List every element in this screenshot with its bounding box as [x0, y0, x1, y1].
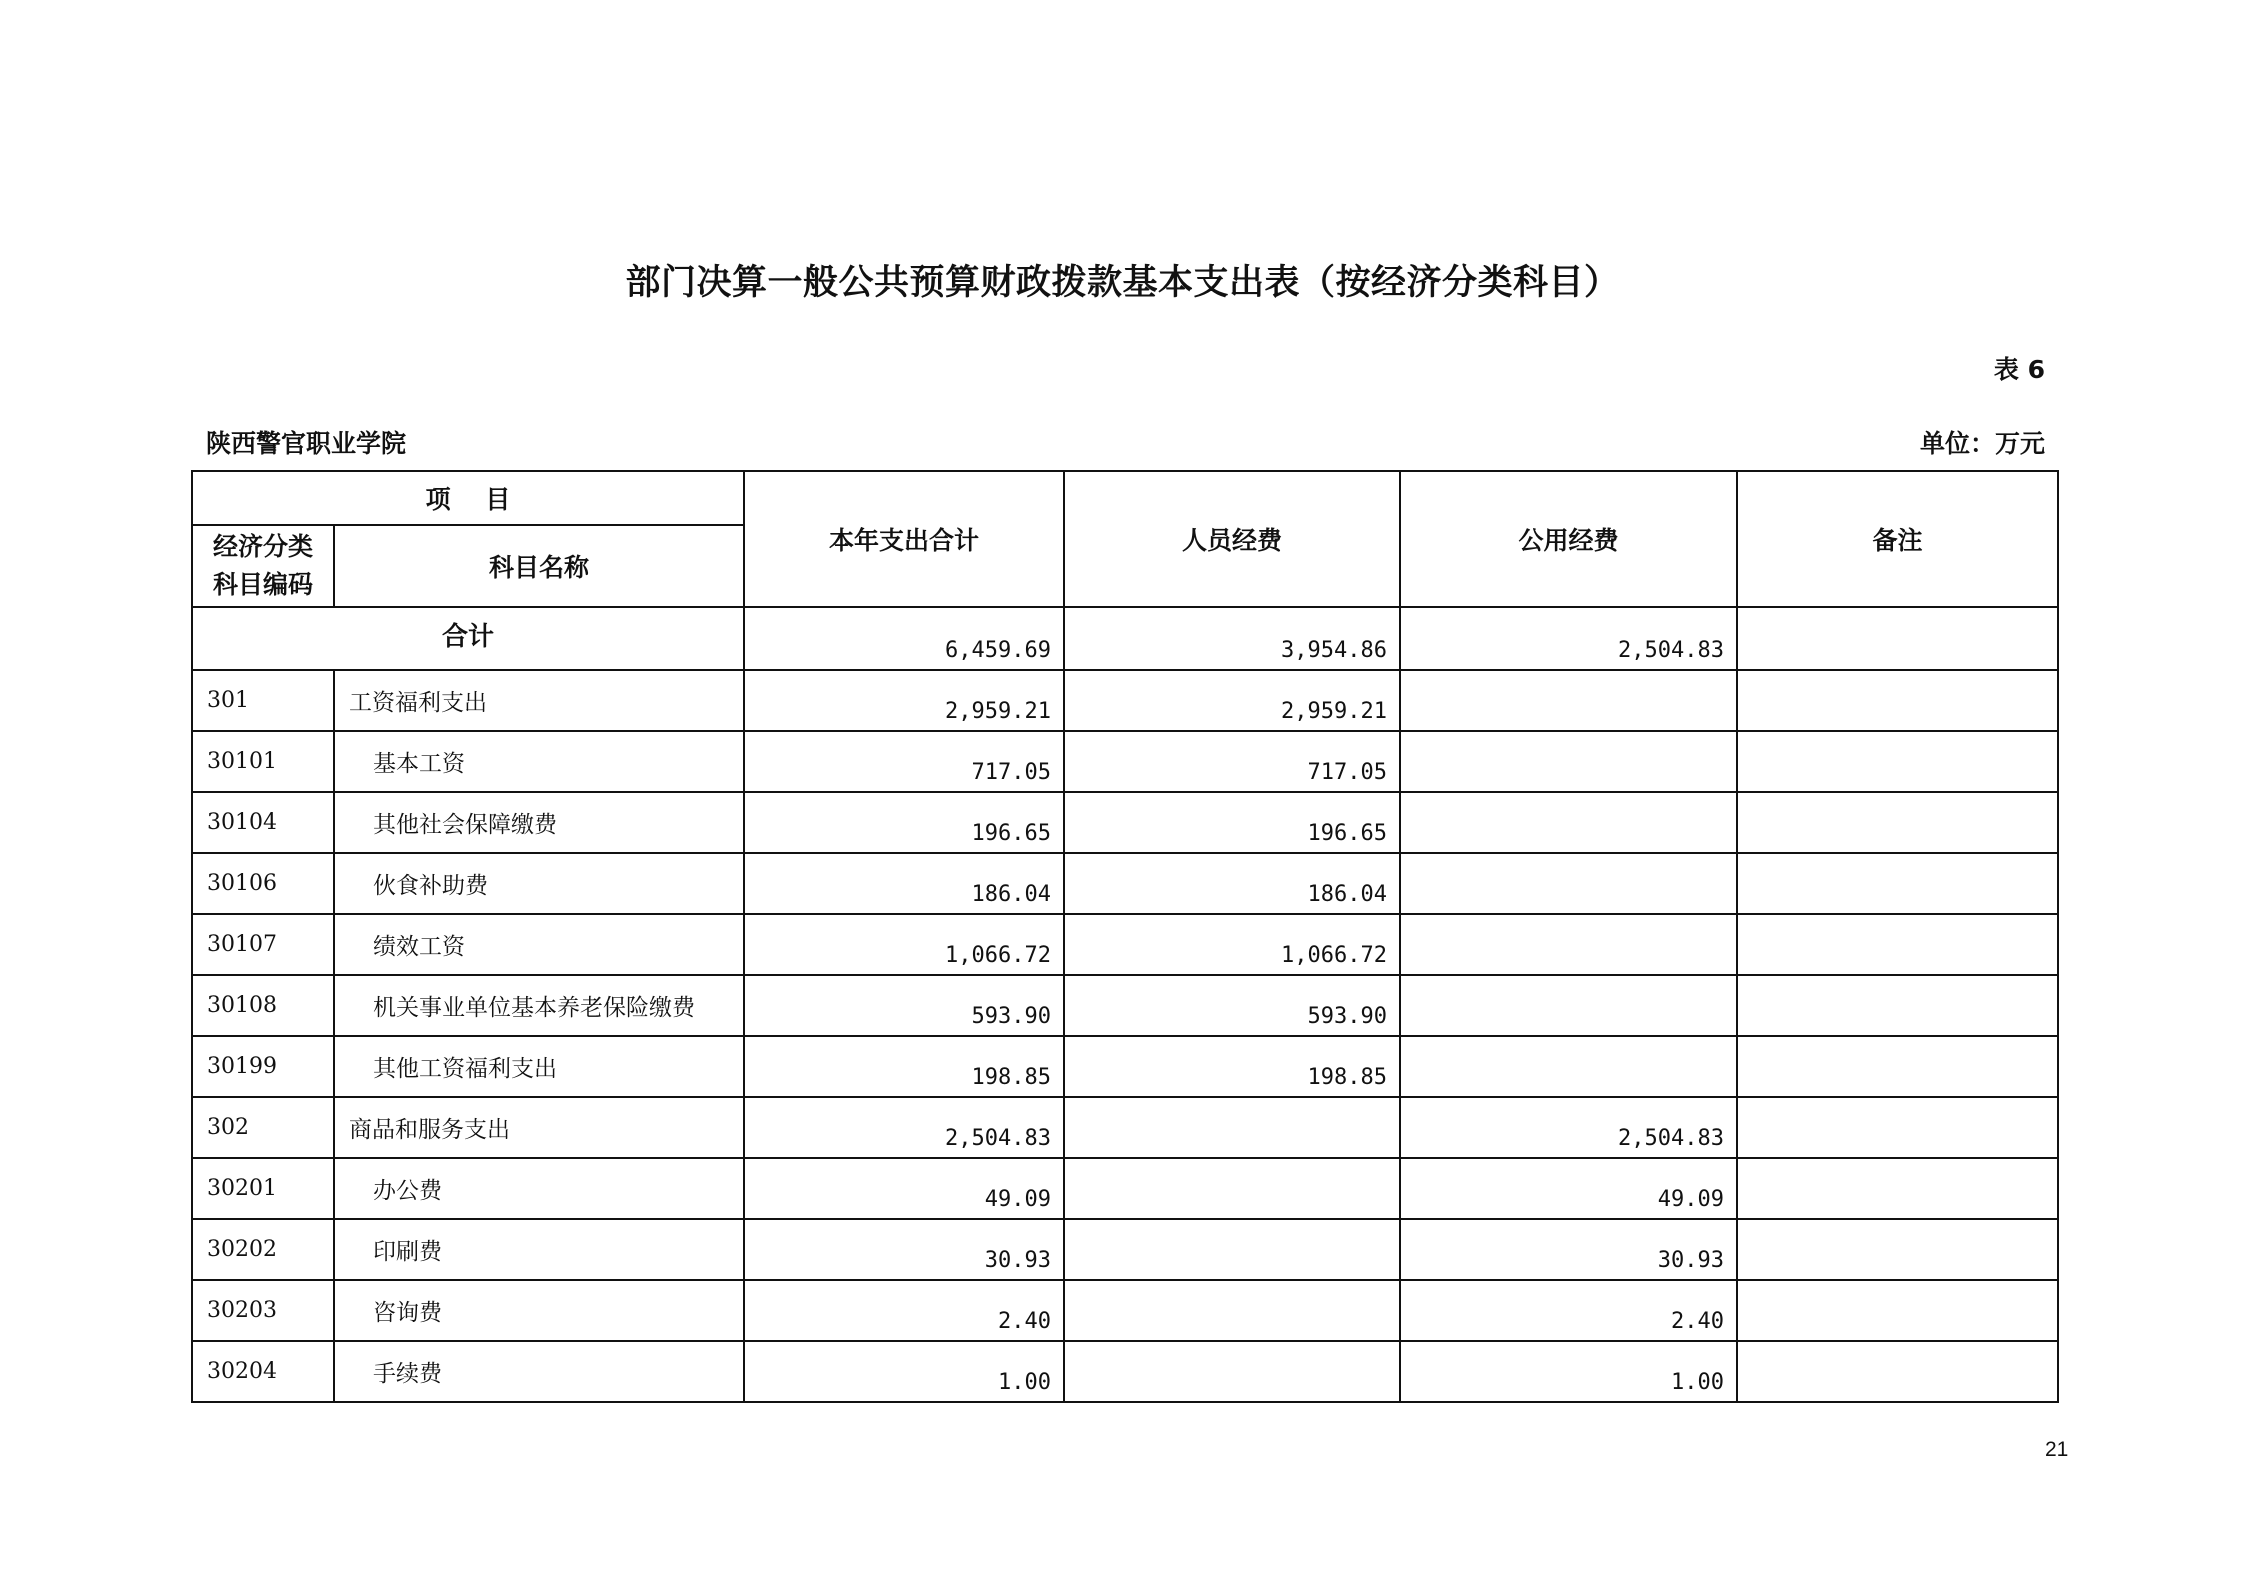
table-body	[192, 607, 2058, 1402]
row-personnel: 593.90	[1064, 975, 1400, 1036]
table-row	[192, 731, 2058, 792]
row-public	[1400, 1036, 1737, 1097]
total-remark	[1737, 607, 2058, 670]
row-personnel	[1064, 1097, 1400, 1158]
row-total: 30.93	[744, 1219, 1064, 1280]
header-name: 科目名称	[334, 525, 744, 607]
row-code: 301	[192, 670, 334, 731]
row-total: 2,959.21	[744, 670, 1064, 731]
row-remark	[1737, 792, 2058, 853]
row-personnel: 1,066.72	[1064, 914, 1400, 975]
row-personnel: 717.05	[1064, 731, 1400, 792]
header-personnel: 人员经费	[1064, 471, 1400, 607]
row-personnel: 2,959.21	[1064, 670, 1400, 731]
row-public: 30.93	[1400, 1219, 1737, 1280]
row-total: 1,066.72	[744, 914, 1064, 975]
organization-name: 陕西警官职业学院	[206, 429, 407, 458]
row-name: 伙食补助费	[334, 853, 744, 914]
row-personnel	[1064, 1219, 1400, 1280]
row-name: 基本工资	[334, 731, 744, 792]
row-remark	[1737, 1097, 2058, 1158]
row-personnel: 196.65	[1064, 792, 1400, 853]
row-code: 30204	[192, 1341, 334, 1402]
table-row	[192, 1097, 2058, 1158]
table-row	[192, 1341, 2058, 1402]
row-remark	[1737, 1036, 2058, 1097]
row-code: 30203	[192, 1280, 334, 1341]
row-personnel	[1064, 1280, 1400, 1341]
total-row	[192, 607, 2058, 670]
row-code: 30199	[192, 1036, 334, 1097]
row-name: 手续费	[334, 1341, 744, 1402]
row-public	[1400, 853, 1737, 914]
row-public	[1400, 792, 1737, 853]
row-public	[1400, 975, 1737, 1036]
header-code-line2: 科目编码	[212, 570, 313, 599]
row-remark	[1737, 731, 2058, 792]
table-row	[192, 975, 2058, 1036]
row-name: 绩效工资	[334, 914, 744, 975]
row-total: 593.90	[744, 975, 1064, 1036]
row-personnel: 198.85	[1064, 1036, 1400, 1097]
row-total: 2,504.83	[744, 1097, 1064, 1158]
row-public: 49.09	[1400, 1158, 1737, 1219]
header-remark: 备注	[1737, 471, 2058, 607]
row-code: 30201	[192, 1158, 334, 1219]
row-name: 咨询费	[334, 1280, 744, 1341]
row-total: 717.05	[744, 731, 1064, 792]
row-name: 印刷费	[334, 1219, 744, 1280]
row-remark	[1737, 1219, 2058, 1280]
row-code: 30104	[192, 792, 334, 853]
table-row	[192, 1219, 2058, 1280]
total-amount: 6,459.69	[744, 607, 1064, 670]
row-personnel	[1064, 1158, 1400, 1219]
header-project: 项 目	[192, 471, 744, 525]
row-total: 2.40	[744, 1280, 1064, 1341]
table-row	[192, 914, 2058, 975]
total-label: 合计	[192, 607, 744, 670]
row-code: 302	[192, 1097, 334, 1158]
row-public	[1400, 731, 1737, 792]
row-total: 1.00	[744, 1341, 1064, 1402]
row-total: 198.85	[744, 1036, 1064, 1097]
header-public: 公用经费	[1400, 471, 1737, 607]
row-code: 30101	[192, 731, 334, 792]
header-total: 本年支出合计	[744, 471, 1064, 607]
row-public	[1400, 670, 1737, 731]
table-header	[192, 471, 2058, 607]
unit-label: 单位：万元	[1919, 429, 2045, 458]
table-number: 表 6	[1993, 355, 2045, 384]
page-title: 部门决算一般公共预算财政拨款基本支出表（按经济分类科目）	[625, 263, 1620, 303]
row-code: 30107	[192, 914, 334, 975]
row-name: 机关事业单位基本养老保险缴费	[334, 975, 744, 1036]
total-public: 2,504.83	[1400, 607, 1737, 670]
header-code-line1: 经济分类	[212, 532, 313, 561]
row-remark	[1737, 1341, 2058, 1402]
row-public: 2.40	[1400, 1280, 1737, 1341]
expenditure-table	[191, 470, 2059, 1403]
row-personnel: 186.04	[1064, 853, 1400, 914]
row-remark	[1737, 914, 2058, 975]
header-code	[192, 525, 334, 607]
row-total: 196.65	[744, 792, 1064, 853]
table-row	[192, 1158, 2058, 1219]
table-row	[192, 853, 2058, 914]
row-remark	[1737, 1280, 2058, 1341]
row-code: 30108	[192, 975, 334, 1036]
table-row	[192, 1280, 2058, 1341]
row-name: 其他社会保障缴费	[334, 792, 744, 853]
row-public: 2,504.83	[1400, 1097, 1737, 1158]
row-public: 1.00	[1400, 1341, 1737, 1402]
row-remark	[1737, 1158, 2058, 1219]
row-name: 工资福利支出	[334, 670, 744, 731]
row-remark	[1737, 975, 2058, 1036]
row-code: 30106	[192, 853, 334, 914]
table-row	[192, 670, 2058, 731]
row-name: 商品和服务支出	[334, 1097, 744, 1158]
row-total: 49.09	[744, 1158, 1064, 1219]
table-row	[192, 1036, 2058, 1097]
row-total: 186.04	[744, 853, 1064, 914]
row-personnel	[1064, 1341, 1400, 1402]
row-remark	[1737, 853, 2058, 914]
row-name: 办公费	[334, 1158, 744, 1219]
row-public	[1400, 914, 1737, 975]
row-name: 其他工资福利支出	[334, 1036, 744, 1097]
row-code: 30202	[192, 1219, 334, 1280]
row-remark	[1737, 670, 2058, 731]
table-row	[192, 792, 2058, 853]
page-number: 21	[2045, 1438, 2069, 1461]
total-personnel: 3,954.86	[1064, 607, 1400, 670]
